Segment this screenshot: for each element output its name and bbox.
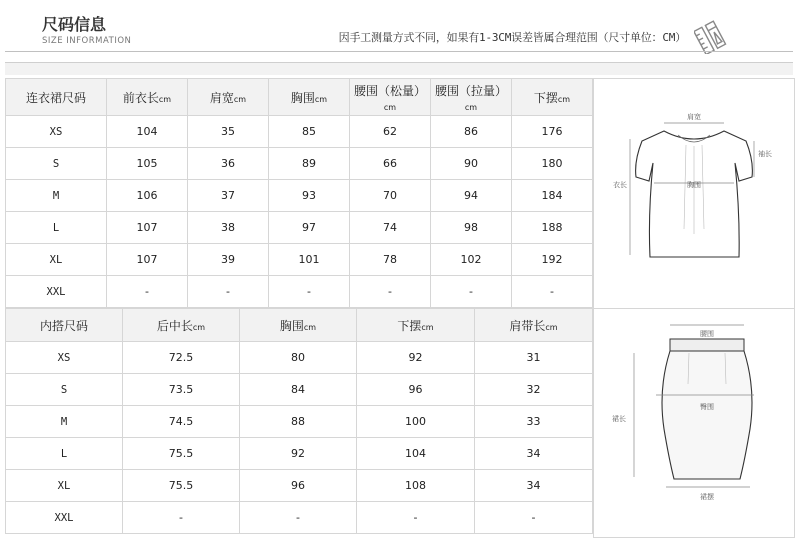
value-cell: 78: [350, 244, 431, 276]
column-header: 胸围cm: [240, 309, 357, 342]
size-cell: XL: [6, 244, 107, 276]
value-cell: -: [350, 276, 431, 308]
value-cell: -: [475, 502, 593, 534]
value-cell: -: [431, 276, 512, 308]
value-cell: 80: [240, 342, 357, 374]
value-cell: 35: [188, 116, 269, 148]
value-cell: 188: [512, 212, 593, 244]
value-cell: 104: [107, 116, 188, 148]
dress-size-table: [5, 78, 593, 308]
value-cell: 39: [188, 244, 269, 276]
column-header: 下摆cm: [512, 79, 593, 116]
chest-label: 胸围: [687, 181, 701, 189]
table-row: [6, 374, 593, 406]
skirt-illustration: [594, 309, 794, 537]
value-cell: 33: [475, 406, 593, 438]
skirt-diagram: [593, 308, 795, 538]
measurement-note: 因手工测量方式不同，如果有1-3CM误差皆属合理范围（尺寸单位：CM）: [338, 31, 686, 44]
value-cell: 32: [475, 374, 593, 406]
size-cell: M: [6, 180, 107, 212]
table-row: [6, 502, 593, 534]
value-cell: 34: [475, 438, 593, 470]
table-row: [6, 116, 593, 148]
value-cell: 192: [512, 244, 593, 276]
table-row: [6, 470, 593, 502]
size-cell: XXL: [6, 276, 107, 308]
table-row: [6, 148, 593, 180]
value-cell: -: [123, 502, 240, 534]
dress_table-header-row: [6, 79, 593, 116]
column-header: 内搭尺码: [6, 309, 123, 342]
skirt-length-label: 裙长: [612, 415, 626, 423]
value-cell: 101: [269, 244, 350, 276]
value-cell: 36: [188, 148, 269, 180]
dress-table-body: [6, 79, 593, 308]
size-cell: S: [6, 148, 107, 180]
value-cell: -: [269, 276, 350, 308]
column-header: 连衣裙尺码: [6, 79, 107, 116]
value-cell: 94: [431, 180, 512, 212]
value-cell: 100: [357, 406, 475, 438]
value-cell: 74: [350, 212, 431, 244]
value-cell: 89: [269, 148, 350, 180]
inner-table-body: [6, 309, 593, 534]
top-garment-illustration: [594, 79, 794, 308]
value-cell: -: [107, 276, 188, 308]
value-cell: 98: [431, 212, 512, 244]
value-cell: 92: [357, 342, 475, 374]
table-row: [6, 276, 593, 308]
value-cell: 92: [240, 438, 357, 470]
size-cell: XS: [6, 116, 107, 148]
inner-size-table: [5, 308, 593, 534]
table-row: [6, 180, 593, 212]
column-header: 肩宽cm: [188, 79, 269, 116]
page-subtitle: SIZE INFORMATION: [42, 36, 132, 46]
value-cell: 108: [357, 470, 475, 502]
hip-label: 臀围: [700, 403, 714, 411]
ruler-icon: [694, 18, 728, 54]
value-cell: 104: [357, 438, 475, 470]
shoulder-label: 肩宽: [687, 113, 701, 121]
size-cell: XXL: [6, 502, 123, 534]
value-cell: 62: [350, 116, 431, 148]
value-cell: 34: [475, 470, 593, 502]
value-cell: 93: [269, 180, 350, 212]
value-cell: 85: [269, 116, 350, 148]
value-cell: 184: [512, 180, 593, 212]
value-cell: 70: [350, 180, 431, 212]
value-cell: -: [188, 276, 269, 308]
value-cell: 106: [107, 180, 188, 212]
value-cell: 107: [107, 212, 188, 244]
value-cell: 102: [431, 244, 512, 276]
value-cell: 75.5: [123, 438, 240, 470]
value-cell: -: [357, 502, 475, 534]
value-cell: 107: [107, 244, 188, 276]
value-cell: 105: [107, 148, 188, 180]
value-cell: -: [512, 276, 593, 308]
skirt-outline: [662, 351, 752, 479]
column-header: 腰围（拉量）cm: [431, 79, 512, 116]
inner_table-header-row: [6, 309, 593, 342]
length-label: 衣长: [613, 181, 627, 189]
column-header: 后中长cm: [123, 309, 240, 342]
value-cell: 31: [475, 342, 593, 374]
size-cell: L: [6, 212, 107, 244]
table-row: [6, 342, 593, 374]
value-cell: 38: [188, 212, 269, 244]
value-cell: 176: [512, 116, 593, 148]
header: [0, 0, 798, 60]
column-header: 前衣长cm: [107, 79, 188, 116]
value-cell: 90: [431, 148, 512, 180]
value-cell: 37: [188, 180, 269, 212]
value-cell: -: [240, 502, 357, 534]
top-diagram: [593, 78, 795, 309]
column-header: 肩带长cm: [475, 309, 593, 342]
page-title: 尺码信息: [42, 15, 107, 34]
waist-label: 腰围: [700, 330, 714, 338]
table-row: [6, 212, 593, 244]
value-cell: 180: [512, 148, 593, 180]
value-cell: 96: [357, 374, 475, 406]
value-cell: 96: [240, 470, 357, 502]
table-row: [6, 244, 593, 276]
table-row: [6, 406, 593, 438]
column-header: 胸围cm: [269, 79, 350, 116]
value-cell: 88: [240, 406, 357, 438]
column-header: 下摆cm: [357, 309, 475, 342]
hem-label: 裙摆: [700, 493, 714, 501]
header-divider: [5, 51, 793, 52]
size-cell: XL: [6, 470, 123, 502]
size-cell: M: [6, 406, 123, 438]
size-cell: XS: [6, 342, 123, 374]
value-cell: 66: [350, 148, 431, 180]
value-cell: 84: [240, 374, 357, 406]
section-band: [5, 62, 793, 75]
value-cell: 73.5: [123, 374, 240, 406]
column-header: 腰围（松量）cm: [350, 79, 431, 116]
value-cell: 74.5: [123, 406, 240, 438]
size-cell: S: [6, 374, 123, 406]
value-cell: 97: [269, 212, 350, 244]
value-cell: 86: [431, 116, 512, 148]
sleeve-label: 袖长: [758, 150, 772, 158]
table-row: [6, 438, 593, 470]
value-cell: 75.5: [123, 470, 240, 502]
size-cell: L: [6, 438, 123, 470]
value-cell: 72.5: [123, 342, 240, 374]
